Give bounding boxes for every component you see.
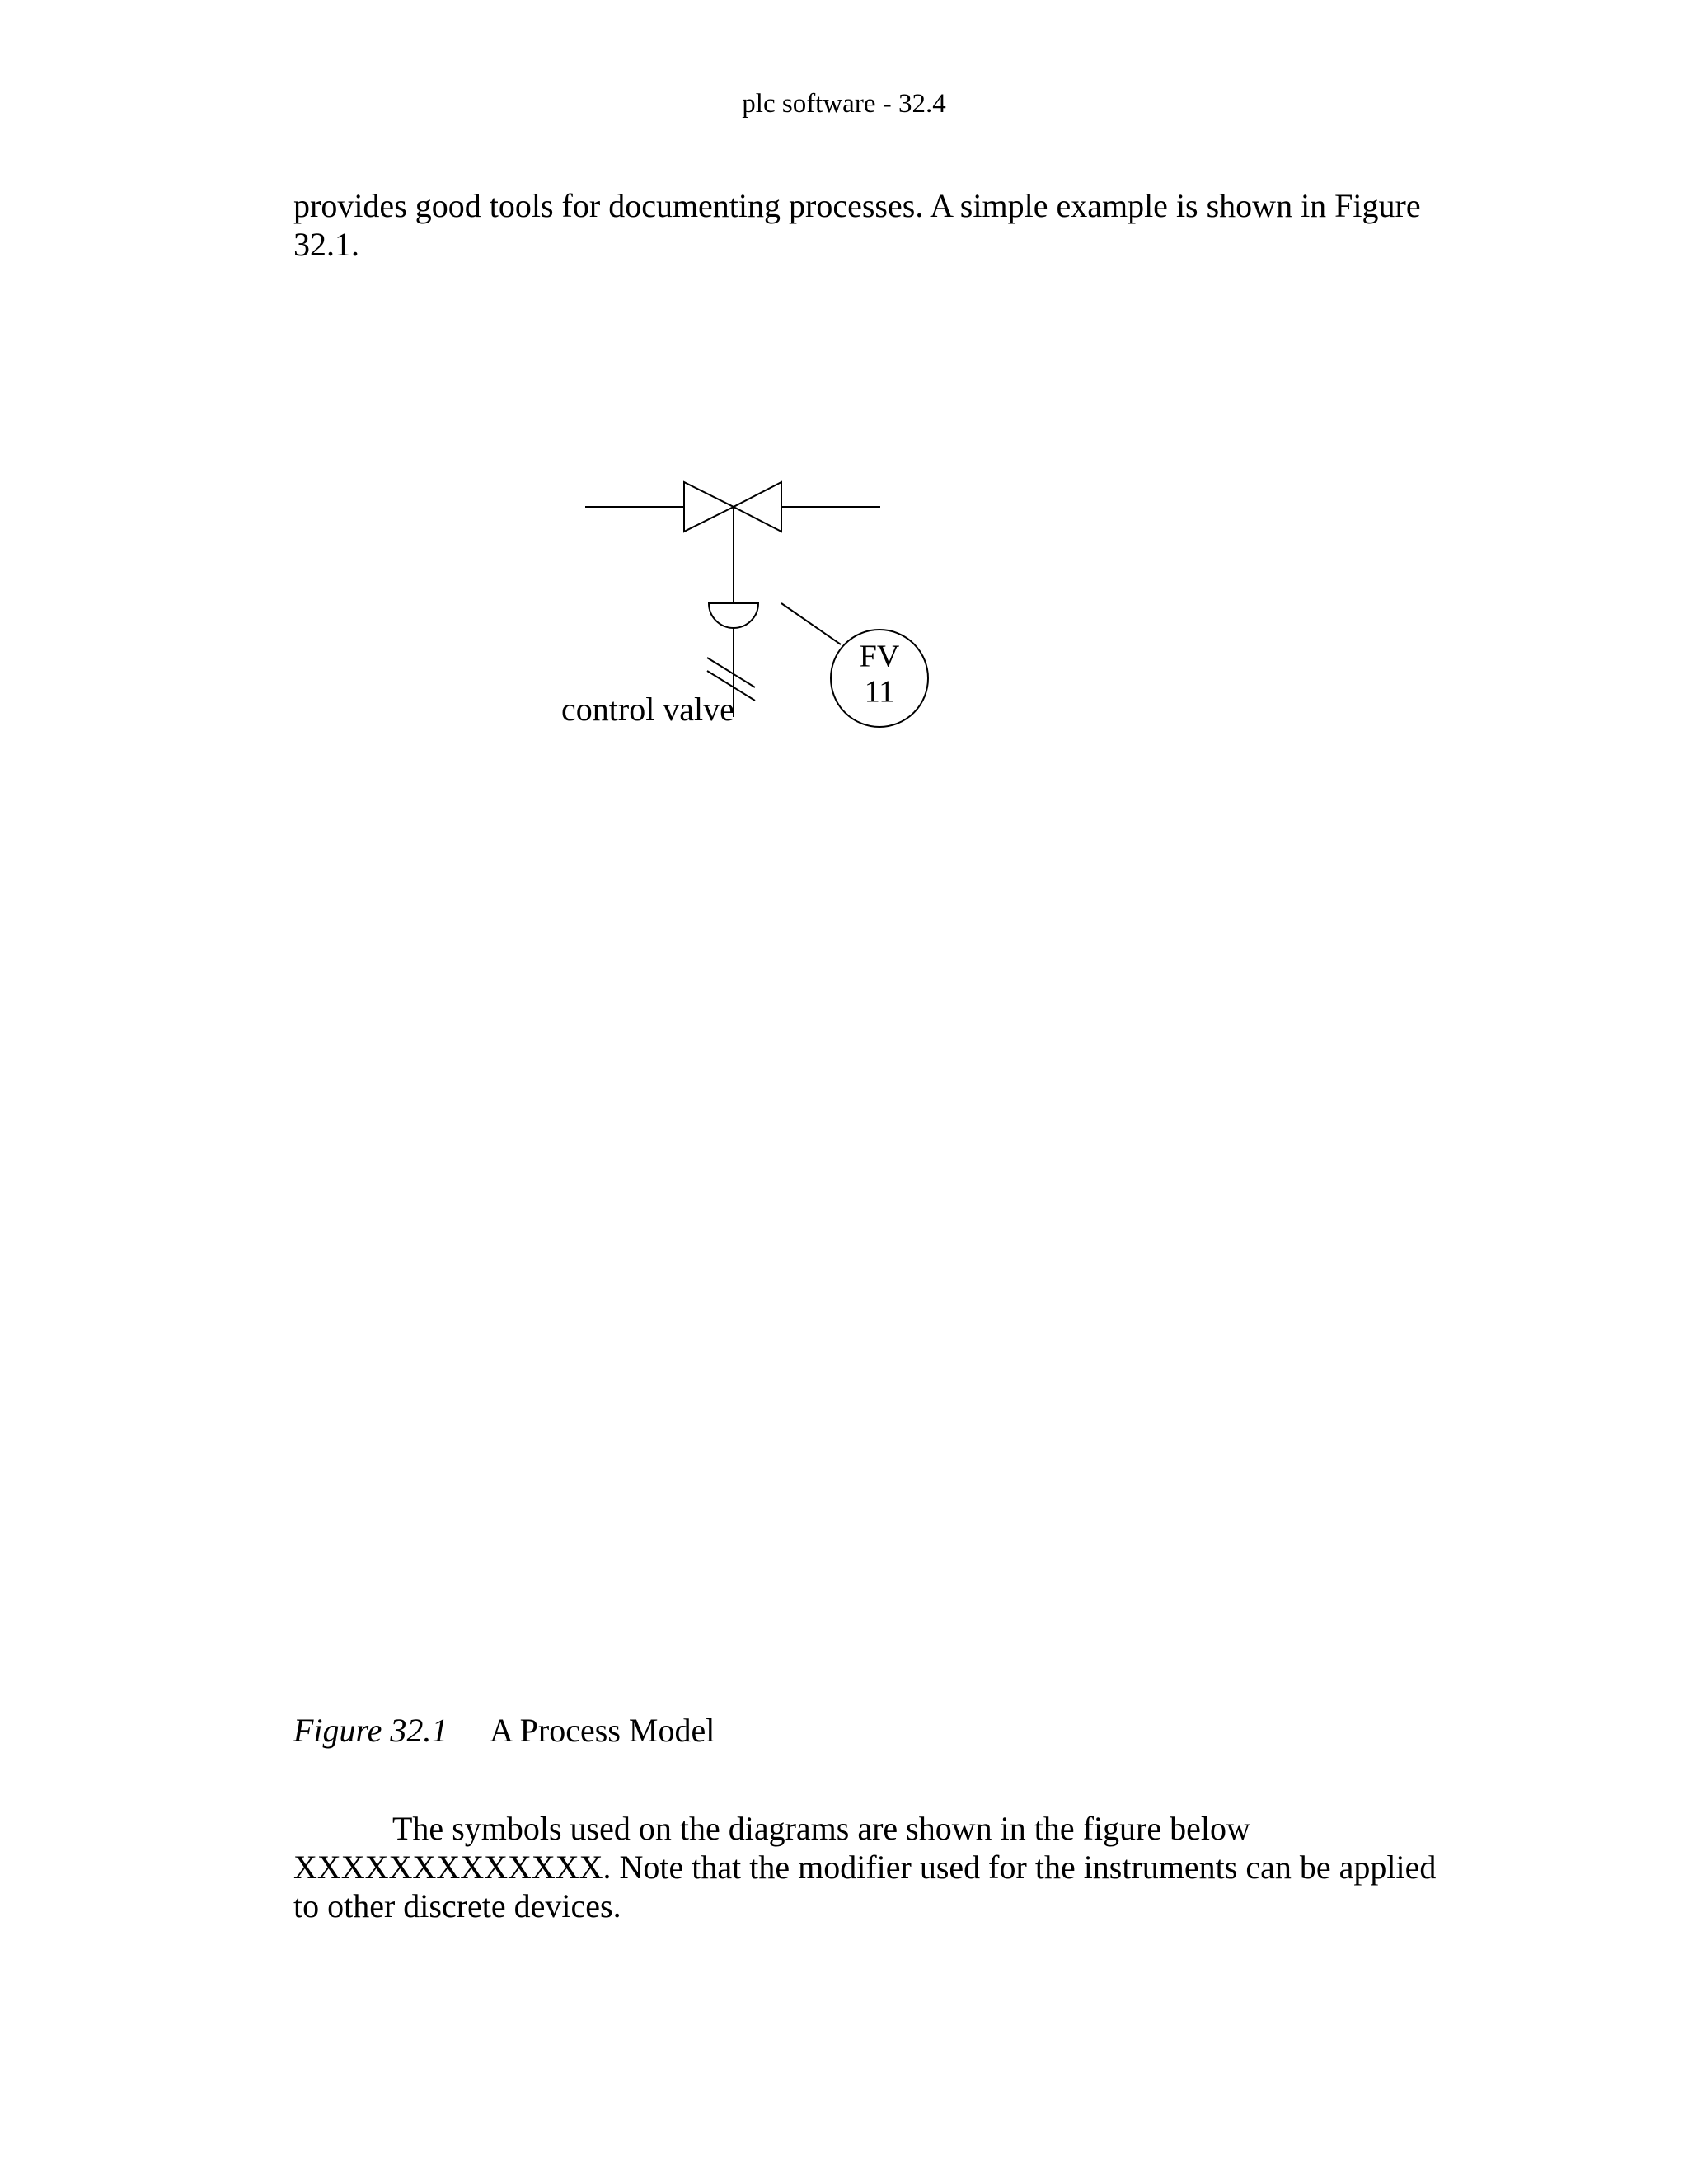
page-header: plc software - 32.4	[742, 89, 946, 119]
figure-caption-title: A Process Model	[490, 1712, 715, 1749]
instrument-leader-line	[781, 603, 841, 644]
actuator-diaphragm	[709, 603, 758, 628]
valve-right-triangle	[734, 482, 781, 532]
valve-label: control valve	[561, 691, 734, 728]
instrument-bubble	[831, 630, 928, 727]
signal-hash-1	[707, 658, 755, 687]
valve-left-triangle	[684, 482, 734, 532]
instrument-tag-number: 11	[864, 674, 895, 710]
figure-caption-label: Figure 32.1	[293, 1712, 448, 1749]
figure-caption	[293, 1711, 715, 1750]
symbols-paragraph-text: The symbols used on the diagrams are shown in the figure below XXXXXXXXXXXXX. Note that the modifier used for the instruments can be applied to other discrete devices.	[293, 1810, 1437, 1924]
intro-paragraph: provides good tools for documenting processes. A simple example is shown in Figure 32.1.	[293, 187, 1421, 263]
instrument-tag-letters: FV	[859, 639, 900, 674]
symbols-paragraph	[293, 1809, 1464, 1925]
signal-hash-2	[707, 671, 755, 701]
